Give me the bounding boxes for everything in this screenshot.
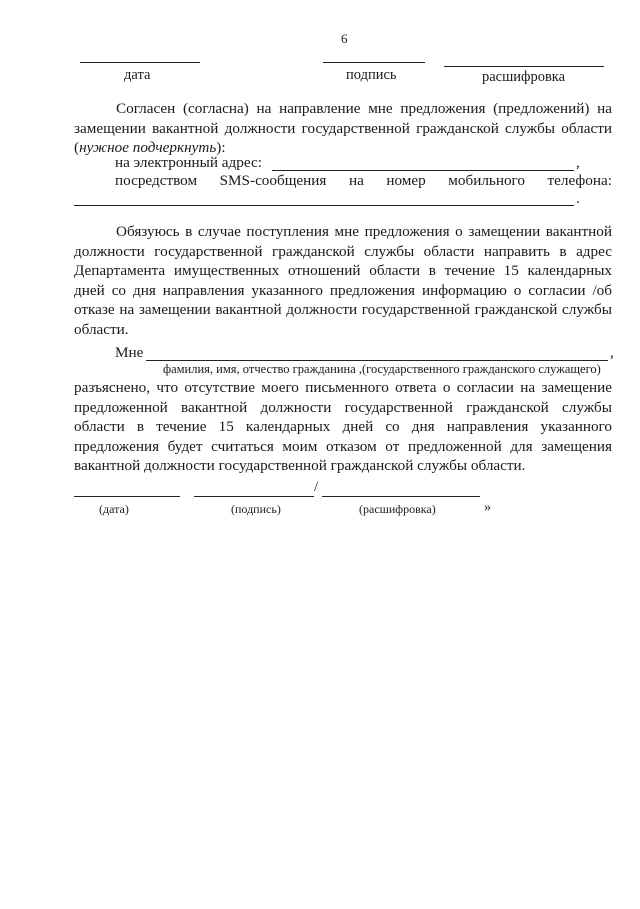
phone-line-end: .: [576, 190, 580, 207]
sms-row: [115, 172, 612, 190]
full-name-line-end: ,: [610, 344, 614, 361]
bottom-date-line: [74, 496, 180, 497]
page-number: 6: [341, 31, 348, 46]
sms-word: SMS-сообщения: [219, 172, 327, 189]
email-line-end: ,: [576, 154, 580, 171]
bottom-decoding-label: (расшифровка): [359, 502, 436, 516]
consent-text-after: ):: [216, 139, 226, 157]
explained-prefix: Мне: [115, 344, 144, 361]
sms-word: номер: [386, 172, 426, 189]
consent-italic-note: нужное подчеркнуть: [79, 139, 217, 157]
bottom-signature-label: (подпись): [231, 502, 281, 516]
decoding-label: расшифровка: [482, 69, 566, 85]
sms-word: телефона:: [547, 172, 612, 189]
bottom-signature-line: [194, 496, 314, 497]
bottom-separator: /: [314, 479, 319, 495]
email-label: на электронный адрес:: [115, 154, 262, 171]
full-name-line: [146, 360, 608, 361]
email-input-line: [272, 170, 574, 171]
closing-quote: »: [484, 500, 491, 515]
obligation-text: Обязуюсь в случае поступления мне предложения о замещении вакантной должности государственной гражданской службы области направить в адрес Департамента имущественных отношений области в течение 15 календарных дней со дня направления указанного предложения информацию о согласии /об отказе на замещении вакантной должности государственной гражданской службы области.: [74, 223, 612, 338]
bottom-date-label: (дата): [99, 502, 129, 516]
bottom-decoding-line: [322, 496, 480, 497]
obligation-paragraph: [74, 222, 612, 340]
sms-word: посредством: [115, 172, 198, 189]
signature-label: подпись: [346, 67, 397, 83]
explained-paragraph: [74, 378, 612, 476]
consent-paragraph: [74, 99, 612, 158]
signature-line: [323, 62, 425, 63]
sms-word: на: [348, 172, 364, 189]
date-line: [80, 62, 200, 63]
consent-text-before: Согласен (согласна) на направление мне предложения (предложений) на замещении вакантной должности государственной гражданской службы области (: [74, 100, 612, 157]
date-label: дата: [124, 67, 151, 83]
phone-input-line: [74, 205, 574, 206]
explained-text: разъяснено, что отсутствие моего письменного ответа о согласии на замещение предложенной вакантной должности государственной гражданской службы области в течение 15 календарных дней со дня направления указанного предложения будет считаться моим отказом от предложенной для замещения вакантной должности государственной гражданской службы области.: [74, 379, 612, 475]
sms-word: мобильного: [448, 172, 525, 189]
decoding-line: [444, 66, 604, 67]
full-name-caption: фамилия, имя, отчество гражданина ,(государственного гражданского служащего): [163, 362, 601, 376]
